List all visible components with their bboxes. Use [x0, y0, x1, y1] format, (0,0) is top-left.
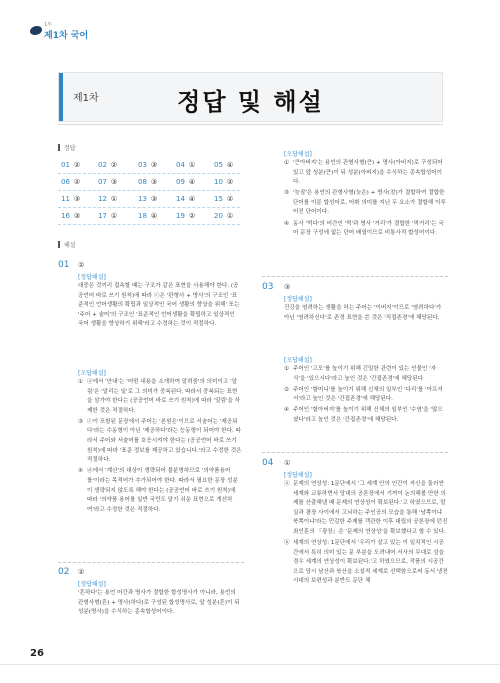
answer-cell: 15 ②: [214, 195, 234, 203]
answer-cell: 11 ③: [61, 195, 81, 203]
answer-cell: 10 ②: [214, 178, 234, 186]
answer-row: [58, 174, 240, 191]
list-item: ② 주어인 '할머니'를 높이기 위해 신체의 일부인 '다리'를 '아프셔서'라고 높인 것은 '간접존경'에 해당된다.: [284, 386, 443, 403]
divider: [58, 124, 443, 125]
list-item: ③ ⓒ이 포함된 문장에서 주어는 '본원은'이므로 서술어는 '제공되다'라는 수동형이 아닌 '제공하다'라는 능동형이 되어야 한다. 따라서 주어와 서술어를 호응시켜야 한다는 (공공언어 바로 쓰기 원칙)에 따라 '표준 정보를 제공하고 있습니다.'라고 수정한 것은 적절하다.: [78, 418, 242, 464]
chapter-title: 제1차 국어: [44, 31, 89, 41]
answer-cell: 01 ②: [61, 161, 81, 169]
explanation-text: '흔하다'는 용언 어간과 명사가 결합한 합성명사가 아니라, 용언의 관형사형(흔) + 명사(하다)로 구성된 합성명사로, 앞 성분(흔)이 뒤 성분(명사)을 수식하는 종속합성어이다.: [78, 590, 240, 616]
title-box: [58, 72, 443, 122]
question-answer-mark: ③: [284, 283, 291, 291]
answer-cell: 19 ②: [176, 212, 196, 220]
answer-row: [58, 208, 240, 225]
section-label: 1부: [44, 22, 53, 28]
answer-cell: 13 ③: [138, 195, 158, 203]
correct-explanation-list: [284, 480, 448, 589]
answer-cell: 05 ④: [214, 161, 234, 169]
list-item: ① 주어인 '고모'를 높이기 위해 긴밀한 관련이 있는 인물인 '자식'을 '있으시다'라고 높인 것은 '간접존경'에 해당된다.: [284, 366, 437, 382]
divider: [262, 452, 448, 453]
answer-cell: 02 ②: [98, 161, 118, 169]
explanation-text: 대중은 것끼리 접속할 때는 구조가 같은 표현을 사용해야 한다. (공공언어 바로 쓰기 원칙)에 따라 ⓒ은 '판형사 + 명사'의 구조인 '표준적인 언어생활의 확립과 일상적인 국어 생활의 향상을 위해' 또는 '주어 + 술어'의 구조인 '표준적인 언어생활을 확립하고 일상적인 국어 생활을 향상하기 위해'라고 수정하는 것이 적절하다.: [78, 283, 240, 328]
answer-cell: 17 ①: [98, 212, 118, 220]
answer-cell: 03 ③: [138, 161, 158, 169]
wrong-explanation-list: [284, 365, 448, 427]
answer-cell: 07 ③: [98, 178, 118, 186]
explanation-text: 건강을 염려하는 생활을 하는 주어는 '이버지'이므로 '염려하다'가 아닌 '염려하신다'로 존경 표현을 쓴 것은 '직접존경'에 해당된다.: [284, 305, 442, 321]
answer-cell: 12 ①: [98, 195, 118, 203]
question-number: 04: [262, 458, 274, 468]
question-number: 03: [262, 282, 274, 292]
list-item: ④ 동사 '먹다'의 어간인 '먹'과 명사 '거리'가 결합한 '먹거리'는 국어 문장 구성에 없는 단어 배열이므로 비통사적 합성어이다.: [284, 220, 444, 237]
answer-cell: 16 ③: [61, 212, 81, 220]
list-item: ① '큰아버지'는 용언의 관형사형(큰) + 명사(아버지)로 구성되어 있고 앞 성분(큰)이 뒤 성분(아버지)을 수식하는 종속합성어이다.: [284, 160, 443, 186]
divider: [58, 562, 244, 563]
wrong-explanation-tag: [오답해설]: [284, 357, 312, 364]
question-answer-mark: ②: [78, 568, 85, 576]
question-number: 02: [58, 567, 70, 577]
lesson-label: 제1차: [73, 93, 99, 104]
question-number: 01: [58, 260, 70, 270]
correct-explanation-tag: [정답해설]: [78, 581, 106, 588]
answer-cell: 08 ③: [138, 178, 158, 186]
wrong-explanation-tag: [오답해설]: [284, 151, 312, 158]
answer-cell: 14 ④: [176, 195, 196, 203]
correct-explanation-tag: [정답해설]: [284, 472, 312, 479]
answer-cell: 04 ①: [176, 161, 196, 169]
list-item: ④ 주어인 '할아버지'를 높이기 위해 신체의 일부인 '수염'을 '많으셨다'라고 높인 것은 '간접존경'에 해당된다.: [284, 407, 443, 423]
explanation-section-label: 해설: [58, 240, 76, 249]
answer-cell: 09 ④: [176, 178, 196, 186]
question-answer-mark: ①: [284, 459, 291, 467]
divider: [262, 276, 448, 277]
wrong-explanation-tag: [오답해설]: [78, 370, 106, 377]
page-title: 정답 및 해설: [177, 88, 324, 116]
divider: [0, 664, 500, 665]
list-item: ⓑ 세계의 연상성: 1문단에서 '우리가 살고 있는 이 일치적인 시공간에서 특히 의미 있는 문 부분을 도려내어 서사의 무대로 삼을 경우 세계의 연상성이 확보된다.'고 하였으므로, 작품의 시공간으로 당시 남산과 북산을 소설적 세계로 선택함으로써 동서 냉전 시대의 보편성과 분반도 문단 체: [284, 540, 448, 585]
answer-row: [58, 191, 240, 208]
page-number: 26: [30, 648, 44, 659]
list-item: ⓐ 문제의 연상성: 1문단에서 '그 세계 안의 인간이 자신을 둘러싼 세계와 교류하면서 당대의 공론장에서 기꺼이 논의해볼 만한 의제를 산출해낼 때 문제의 연상성이 확보된다.'고 하였으므로, 말실과 광장 사이에서 고뇌하는 주인공의 모습을 통해 '남쪽이냐 북쪽이냐'라는 민감한 주제를 객관한 이후 대립의 공론장에 던진 최인훈의 『광장』은 '문제의 연상성'을 확보했다고 할 수 있다.: [284, 481, 448, 535]
answer-cell: 06 ②: [61, 178, 81, 186]
answer-cell: 18 ④: [138, 212, 158, 220]
correct-explanation-tag: [정답해설]: [284, 296, 312, 303]
answer-row: [58, 157, 240, 174]
question-answer-mark: ②: [78, 261, 85, 269]
page-header: [0, 0, 500, 52]
answer-grid: [58, 157, 240, 225]
logo-icon: [30, 26, 42, 35]
answer-cell: 20 ①: [214, 212, 234, 220]
list-item: ④ ⓓ에서 '계산'의 대상이 생략되어 불분명하므로 '의약품용어를'이라는 목적어가 추가되어야 한다. 따라서 필요한 문장 성분이 생략되지 않도록 해야 한다는 (공공언어 바로 쓰기 원칙)에 따라 '의약품 용어를 일반 국민도 알기 쉬운 표현으로 개선하여'라고 수정한 것은 적절하다.: [78, 468, 238, 513]
answers-section-label: 정답: [58, 143, 76, 152]
wrong-explanation-list: [284, 159, 448, 240]
list-item: ① ⓐ에서 '안내'는 '어떤 내용을 소개하여 알려줌'의 의미이고 '알림'은 '알리는 일'로 그 의미가 중복된다. 따라서 중복되는 표현을 삼가야 한다는 (공공언어 바로 쓰기 원칙)에 따라 '알림'을 삭제한 것은 적절하다.: [78, 379, 241, 414]
wrong-explanation-list: [78, 378, 242, 517]
list-item: ③ '늦잠'은 용언의 관형사형(늦은) + 명사(잠)가 결합하여 결합한 단어를 이룬 합성어로, 어휘 의미를 지닌 두 요소가 결합해 이루어진 단어이다.: [284, 190, 446, 216]
correct-explanation-tag: [정답해설]: [78, 274, 106, 281]
